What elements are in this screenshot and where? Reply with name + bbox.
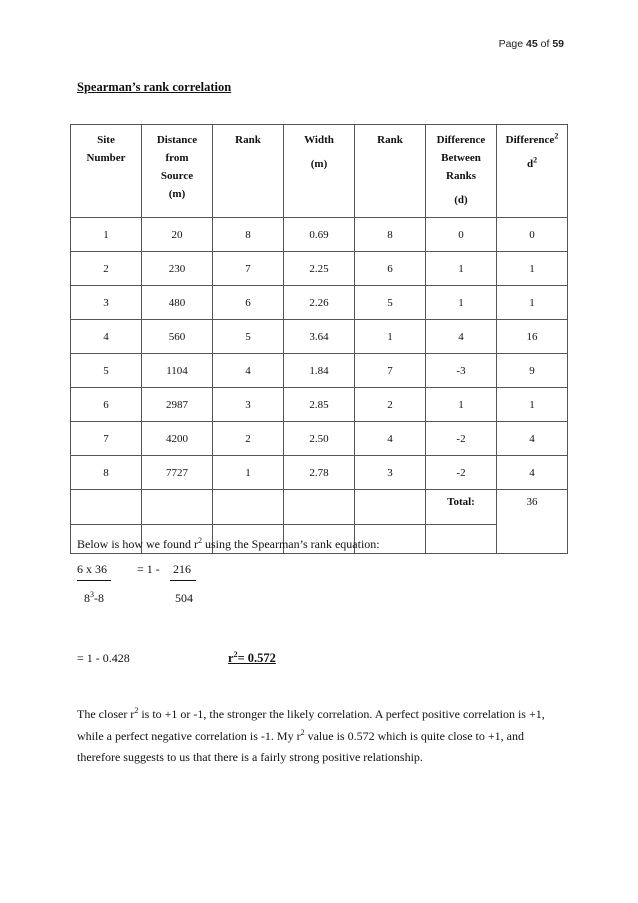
table-cell: 1: [426, 286, 497, 320]
numerator-right: 216: [173, 562, 191, 576]
table-cell: 4: [497, 456, 568, 490]
fraction-bar-right: [170, 580, 196, 581]
equation-step: = 1 - 0.428: [77, 651, 130, 665]
table-cell: 16: [497, 320, 568, 354]
table-row: [71, 388, 568, 422]
table-cell: 2.25: [284, 252, 355, 286]
empty-cell: [355, 490, 426, 525]
header-rank-distance: Rank: [213, 125, 284, 218]
table-cell: 2.85: [284, 388, 355, 422]
intro-text: Below is how we found $r^2$ using the Spearman’s rank equation:: [77, 536, 380, 551]
table-cell: 1: [497, 388, 568, 422]
table-row: [71, 320, 568, 354]
table-cell: 7: [355, 354, 426, 388]
table-cell: 8: [355, 218, 426, 252]
header-distance: Distance from Source (m): [142, 125, 213, 218]
table-cell: 4: [426, 320, 497, 354]
table-cell: -2: [426, 456, 497, 490]
table-cell: 1: [213, 456, 284, 490]
page-number: Page 45 of 59: [498, 38, 564, 50]
table-row: [71, 286, 568, 320]
empty-cell: [426, 525, 497, 554]
table-cell: -2: [426, 422, 497, 456]
table-cell: 5: [71, 354, 142, 388]
table-cell: 4: [71, 320, 142, 354]
table-cell: 9: [497, 354, 568, 388]
table-cell: 1: [426, 252, 497, 286]
table-cell: 3: [71, 286, 142, 320]
table-row: [71, 422, 568, 456]
page-current: 45: [526, 38, 538, 50]
table-cell: 1104: [142, 354, 213, 388]
header-rank-width: Rank: [355, 125, 426, 218]
table-cell: 0: [497, 218, 568, 252]
table-cell: 480: [142, 286, 213, 320]
table-cell: 8: [71, 456, 142, 490]
denominator-right: 504: [175, 591, 193, 605]
table-cell: 0: [426, 218, 497, 252]
table-cell: 5: [213, 320, 284, 354]
header-width: Width (m): [284, 125, 355, 218]
table-cell: 560: [142, 320, 213, 354]
table-cell: 230: [142, 252, 213, 286]
table-cell: 2.78: [284, 456, 355, 490]
table-cell: 3: [213, 388, 284, 422]
table-cell: 4200: [142, 422, 213, 456]
empty-cell: [71, 490, 142, 525]
table-cell: 1: [426, 388, 497, 422]
page-total: 59: [552, 38, 564, 50]
table-cell: 1: [71, 218, 142, 252]
table-cell: 2: [355, 388, 426, 422]
total-label: Total:: [426, 490, 497, 525]
table-cell: 0.69: [284, 218, 355, 252]
table-row: [71, 252, 568, 286]
spearman-table: [70, 124, 568, 554]
table-cell: 2.26: [284, 286, 355, 320]
denominator-left: $8^3-8$: [84, 590, 104, 605]
header-difference-ranks: Difference Between Ranks (d): [426, 125, 497, 218]
table-cell: 1.84: [284, 354, 355, 388]
table-row: [71, 354, 568, 388]
total-row: [71, 490, 568, 525]
table-cell: 6: [213, 286, 284, 320]
table-cell: 5: [355, 286, 426, 320]
table-cell: 1: [355, 320, 426, 354]
empty-cell: [213, 490, 284, 525]
table-cell: 2: [71, 252, 142, 286]
table-cell: 2987: [142, 388, 213, 422]
table-cell: 1: [497, 252, 568, 286]
table-cell: 4: [355, 422, 426, 456]
table-row: [71, 456, 568, 490]
table-cell: 7: [213, 252, 284, 286]
empty-cell: [284, 490, 355, 525]
table-cell: 6: [355, 252, 426, 286]
empty-cell: [142, 490, 213, 525]
table-cell: 7727: [142, 456, 213, 490]
table-cell: 3: [355, 456, 426, 490]
table-cell: 20: [142, 218, 213, 252]
total-value: 36: [497, 490, 568, 554]
table-cell: -3: [426, 354, 497, 388]
table-cell: 3.64: [284, 320, 355, 354]
header-difference-squared: Difference$^2$ $d^2$: [497, 125, 568, 218]
conclusion-paragraph: The closer $r^2$ is to +1 or -1, the stronger the likely correlation. A perfect positive correlation is +1, while a perfect negative correlation is -1. My $r^2$ value is 0.572 which is quite close to +1, and therefore suggests to us that there is a fairly strong positive relationship.: [77, 706, 545, 764]
header-site-number: Site Number: [71, 125, 142, 218]
section-title: Spearman’s rank correlation: [77, 80, 232, 94]
equals-one-minus: = 1 -: [137, 562, 160, 576]
table-cell: 2: [213, 422, 284, 456]
table-cell: 2.50: [284, 422, 355, 456]
fraction-bar-left: [77, 580, 111, 581]
table-cell: 4: [497, 422, 568, 456]
r-squared-result: $r^2= 0.572$: [228, 649, 276, 665]
table-cell: 8: [213, 218, 284, 252]
table-cell: 1: [497, 286, 568, 320]
numerator-left: 6 x 36: [77, 562, 107, 576]
table-row: [71, 218, 568, 252]
table-cell: 6: [71, 388, 142, 422]
table-cell: 7: [71, 422, 142, 456]
table-cell: 4: [213, 354, 284, 388]
